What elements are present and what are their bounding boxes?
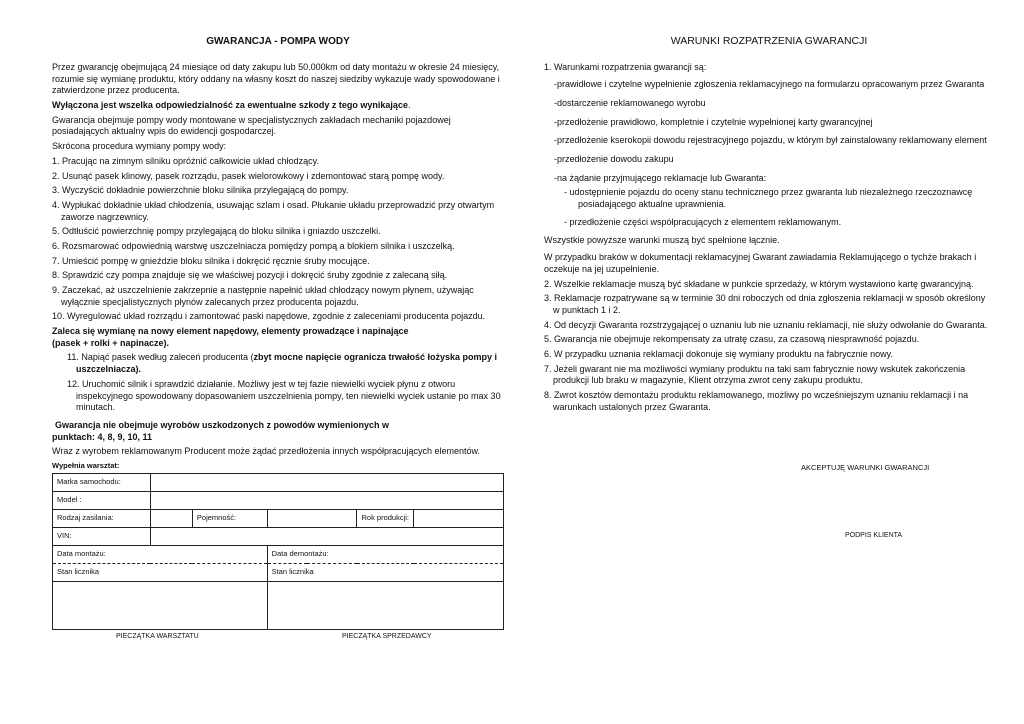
client-signature-label: PODPIS KLIENTA — [845, 532, 903, 539]
vin-field[interactable] — [150, 527, 503, 545]
capacity-label: Pojemność: — [192, 509, 267, 527]
warranty-title: GWARANCJA - POMPA WODY — [206, 36, 350, 47]
all-conditions-note: Wszystkie powyższe warunki muszą być spełnione łącznie. — [544, 234, 780, 245]
form-row-model — [53, 491, 504, 509]
capacity-field[interactable] — [267, 509, 357, 527]
workshop-form-title: Wypełnia warsztat: — [52, 460, 120, 470]
rule-item: 2. Wszelkie reklamacje muszą być składane w punkcie sprzedaży, w którym wystawiono kartę gwarancyjną. — [544, 278, 974, 289]
sub-condition-item: - udostępnienie pojazdu do oceny stanu technicznego przez gwaranta lub niezależnego rzeczoznawcę posiadającego aktualne uprawnienia. — [564, 187, 973, 210]
model-field[interactable] — [150, 491, 503, 509]
workshop-stamp-label: PIECZĄTKA WARSZTATU — [116, 632, 199, 640]
procedure-step-5: 5. Odtłuścić powierzchnię pompy przylegającą do bloku silnika i gniazdo uszczelki. — [52, 226, 381, 237]
condition-item: -dostarczenie reklamowanego wyrobu — [554, 98, 706, 109]
sub-condition-item: - przedłożenie części współpracujących z elementem reklamowanym. — [564, 216, 842, 227]
producer-note: Wraz z wyrobem reklamowanym Producent może żądać przedłożenia innych współpracujących elementów. — [52, 446, 481, 457]
condition-item: -na żądanie przyjmującego reklamacje lub Gwaranta: — [554, 172, 767, 183]
procedure-step-6: 6. Rozsmarować odpowiednią warstwę uszczelniacza pomiędzy pompą a blokiem silnika i uszczelką. — [52, 240, 455, 251]
conditions-section — [544, 35, 994, 539]
procedure-step-9: 9. Zaczekać, aż uszczelnienie zakrzepnie a następnie napełnić układ chłodzący nowym płynem, używając wyłącznie specjalistycznych płynów zalecanych przez producenta pojazdu. — [52, 285, 474, 307]
liability-exclusion: Wyłączona jest wszelka odpowiedzialność za ewentualne szkody z tego wynikające. — [52, 100, 411, 111]
accept-conditions: AKCEPTUJĘ WARUNKI GWARANCJI — [801, 463, 930, 472]
odometer-field[interactable] — [150, 563, 267, 581]
procedure-step-10: 10. Wyregulować układ rozrządu i zamontować paski napędowe, zgodnie z zaleceniami producenta pojazdu. — [52, 311, 486, 322]
procedure-step-4: 4. Wypłukać dokładnie układ chłodzenia, usuwając szlam i osad. Płukanie układu przeprowadzić przy otwartym zaworze nagrzewnicy. — [52, 199, 495, 222]
conditions-intro: 1. Warunkami rozpatrzenia gwarancji są: — [544, 61, 707, 72]
rule-item: 6. W przypadku uznania reklamacji dokonuje się wymiany produktu na fabrycznie nowy. — [544, 349, 894, 360]
warranty-scope: Gwarancja obejmuje pompy wody montowane w specjalistycznych zakładach mechaniki pojazdowej posiadających aktualny wpis do ewidencji gospodarczej. — [52, 114, 451, 137]
missing-docs-note: W przypadku braków w dokumentacji reklamacyjnej Gwarant zawiadamia Reklamującego o tychże brakach i oczekuje na jej uzupełnienie. — [544, 252, 977, 274]
model-label: Model : — [53, 491, 151, 509]
vin-label: VIN: — [53, 527, 151, 545]
warranty-section — [52, 35, 504, 642]
removal-date-label[interactable]: Data demontażu: — [267, 545, 503, 563]
form-row-stamps — [53, 581, 504, 629]
condition-item: -przedłożenie prawidłowo, kompletnie i czytelnie wypełnionej karty gwarancyjnej — [554, 116, 873, 127]
car-make-field[interactable] — [150, 473, 503, 491]
rule-item: 4. Od decyzji Gwaranta rozstrzygającej o uznaniu lub nie uznaniu reklamacji, nie służy odwołanie do Gwaranta. — [544, 319, 988, 330]
procedure-step-8: 8. Sprawdzić czy pompa znajduje się we właściwej pozycji i dokręcić śruby zgodnie z zalecaną siłą. — [52, 270, 448, 281]
rule-item: 7. Jeżeli gwarant nie ma możliwości wymiany produktu na taki sam fabrycznie nowy wskutek zakończenia produkcji lub braku w magazynie, Klient otrzyma zwrot ceny zakupu produktu. — [544, 363, 966, 386]
procedure-step-2: 2. Usunąć pasek klinowy, pasek rozrządu, pasek wielorowkowy i zdemontować starą pompę wody. — [52, 170, 445, 181]
production-year-field[interactable] — [414, 509, 504, 527]
warranty-intro: Przez gwarancję obejmującą 24 miesiące od daty zakupu lub 50.000km od daty montażu w okresie 24 miesięcy, rozumie się wymianę produktu, który oddany na własny koszt do naszej siedziby wykazuje wady spowodowane i zatwierdzone przez producenta. — [52, 62, 500, 96]
condition-item: -prawidłowe i czytelne wypełnienie zgłoszenia reklamacyjnego na formularzu opracowanym przez Gwaranta — [554, 79, 985, 90]
car-make-label: Marka samochodu: — [53, 473, 151, 491]
form-row-engine — [53, 509, 504, 527]
replacement-recommendation: Zaleca się wymianę na nowy element napędowy, elementy prowadzące i napinające (pasek + rolki + napinacze). — [52, 326, 409, 348]
rule-item: 3. Reklamacje rozpatrywane są w terminie 30 dni roboczych od dnia zgłoszenia reklamacji w sposób określony w punktach 1 i 2. — [544, 293, 986, 315]
seller-stamp-label: PIECZĄTKA SPRZEDAWCY — [342, 632, 432, 640]
procedure-step-12: 12. Uruchomić silnik i sprawdzić działanie. Możliwy jest w tej fazie niewielki wyciek płynu z otworu inspekcyjnego spowodowany dopasowaniem uszczelnienia pompy, ten niewielki wyciek ustanie po max 30 minutach. — [67, 378, 501, 413]
form-row-car-make — [53, 473, 504, 491]
condition-item: -przedłożenie kserokopii dowodu rejestracyjnego pojazdu, w którym był zainstalowany reklamowany element — [554, 135, 987, 146]
install-date-label: Data montażu: — [53, 545, 151, 563]
seller-stamp-box[interactable] — [267, 581, 503, 629]
workshop-form — [52, 473, 504, 630]
warranty-exclusions: Gwarancja nie obejmuje wyrobów uszkodzonych z powodów wymienionych w punktach: 4, 8, 9, 10, 11 — [52, 419, 390, 442]
procedure-step-7: 7. Umieścić pompę w gnieździe bloku silnika i dokręcić ręcznie śruby mocujące. — [52, 255, 370, 266]
odometer-removal-label[interactable]: Stan licznika — [267, 563, 503, 581]
rule-item: 8. Zwrot kosztów demontażu produktu reklamowanego, możliwy po wcześniejszym uznaniu reklamacji i na warunkach ustalonych przez Gwaranta. — [544, 390, 969, 412]
fuel-type-label: Rodzaj zasilania: — [53, 509, 151, 527]
procedure-step-1: 1. Pracując na zimnym silniku opróżnić całkowicie układ chłodzący. — [52, 155, 319, 166]
procedure-step-3: 3. Wyczyścić dokładnie powierzchnie bloku silnika przylegającą do pompy. — [52, 185, 349, 196]
fuel-type-field[interactable] — [150, 509, 192, 527]
rule-item: 5. Gwarancja nie obejmuje rekompensaty za utratę czasu, za czasową niesprawność pojazdu. — [544, 334, 920, 345]
odometer-label: Stan licznika — [53, 563, 151, 581]
production-year-label: Rok produkcji: — [357, 509, 414, 527]
conditions-title: WARUNKI ROZPATRZENIA GWARANCJI — [670, 35, 868, 47]
stamp-labels — [52, 630, 504, 642]
procedure-title: Skrócona procedura wymiany pompy wody: — [52, 141, 227, 152]
form-row-odometer — [53, 563, 504, 581]
install-date-field[interactable] — [150, 545, 267, 563]
form-row-dates — [53, 545, 504, 563]
form-row-vin — [53, 527, 504, 545]
procedure-step-11: 11. Napiąć pasek według zaleceń producenta (zbyt mocne napięcie ogranicza trwałość łożyska pompy i uszczelniacza). — [67, 352, 498, 375]
condition-item: -przedłożenie dowodu zakupu — [554, 154, 674, 165]
workshop-stamp-box[interactable] — [53, 581, 268, 629]
